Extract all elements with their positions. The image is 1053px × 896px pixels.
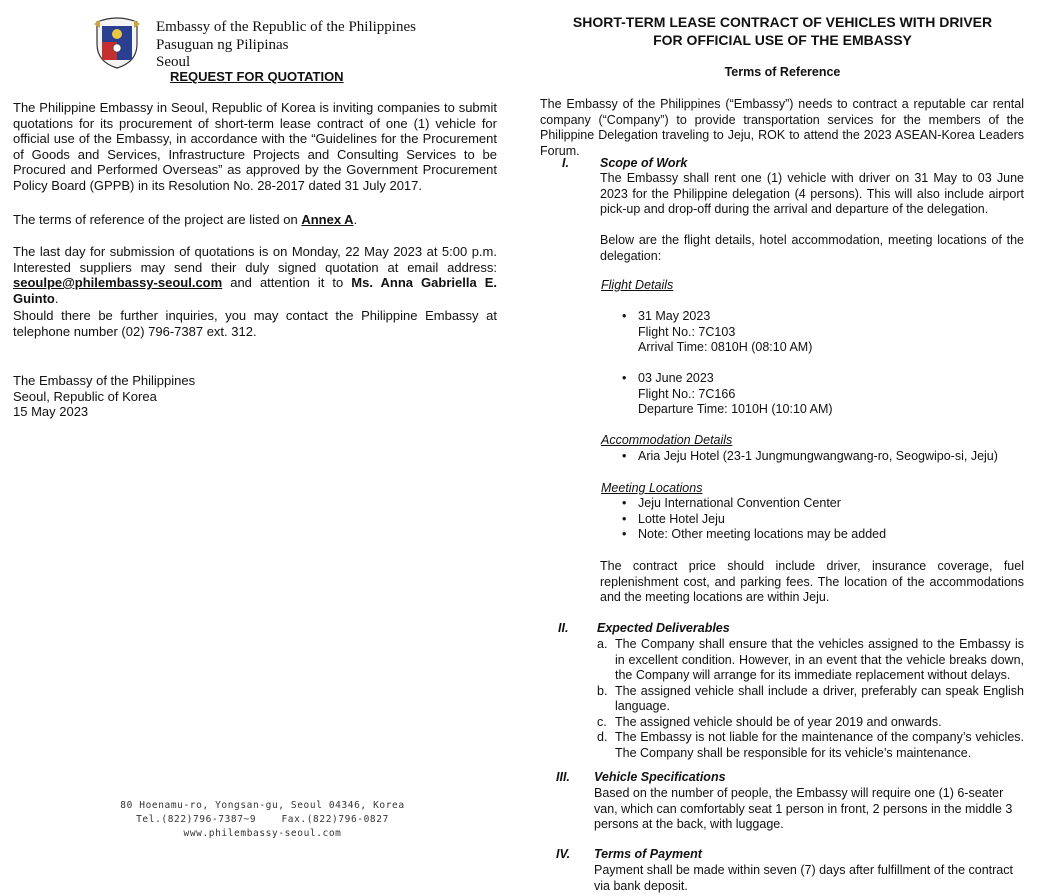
footer-address: 80 Hoenamu-ro, Yongsan-gu, Seoul 04346, Korea [120, 800, 405, 811]
letterhead-footer [110, 799, 415, 841]
deliverable-text: The assigned vehicle should be of year 2019 and onwards. [615, 714, 942, 729]
contact-name: Ms. Anna Gabriella E. Guinto [13, 275, 497, 306]
letterhead-filipino-name: Pasuguan ng Pilipinas [156, 37, 289, 53]
deliverable-letter: d. [597, 730, 608, 744]
tor-title-line2: FOR OFFICIAL USE OF THE EMBASSY [653, 32, 912, 48]
deliverable-text: The Embassy is not liable for the maintenance of the company’s vehicles. The Company shall be responsible for its vehicle’s maintenance. [615, 730, 1024, 760]
section-2-heading: Expected Deliverables [597, 621, 730, 635]
tor-title-line1: SHORT-TERM LEASE CONTRACT OF VEHICLES WITH DRIVER [572, 14, 993, 30]
deadline-paragraph [13, 244, 497, 306]
deliverables-list [597, 637, 1024, 761]
flight-2-number: Flight No.: 7C166 [638, 386, 736, 401]
section-1-number: I. [562, 156, 569, 170]
inquiry-paragraph: Should there be further inquiries, you may contact the Philippine Embassy at telephone number (02) 796-7387 ext. 312. [13, 308, 497, 339]
signature-date: 15 May 2023 [13, 404, 89, 419]
meeting-locations-list [620, 496, 1020, 543]
philippine-seal-logo [92, 14, 142, 69]
letterhead-embassy-name: Embassy of the Republic of the Philippines [156, 19, 416, 35]
signature-block [13, 373, 195, 420]
section-3-number: III. [556, 770, 570, 784]
terms-suffix: . [353, 212, 358, 227]
terms-paragraph [13, 212, 497, 228]
deliverable-item [597, 637, 1024, 684]
deliverable-text: The Company shall ensure that the vehicles assigned to the Embassy is in excellent condition. However, in an event that the vehicle breaks down, the Company will arrange for its immediate replacement without delays. [615, 637, 1024, 682]
section-1-heading: Scope of Work [600, 156, 688, 170]
deliverable-item [597, 730, 1024, 761]
signature-location: Seoul, Republic of Korea [13, 388, 157, 404]
terms-prefix: The terms of reference of the project are listed on [13, 212, 302, 227]
deadline-text: The last day for submission of quotations is on Monday, 22 May 2023 at 5:00 p.m. Interested suppliers may send their duly signed quotation at email address: [13, 244, 497, 275]
section-3-heading: Vehicle Specifications [594, 770, 726, 784]
flight-1-time: Arrival Time: 0810H (08:10 AM) [638, 340, 813, 354]
footer-website: www.philembassy-seoul.com [183, 828, 342, 839]
flight-1-date: • 31 May 2023 [638, 309, 711, 323]
deliverable-text: The assigned vehicle shall include a driver, preferably can speak English language. [615, 683, 1024, 713]
section-2-number: II. [558, 621, 569, 635]
section-4-heading: Terms of Payment [594, 847, 702, 861]
flight-2-date: • 03 June 2023 [638, 371, 714, 385]
section-4-number: IV. [556, 847, 571, 861]
accommodation-item: • Aria Jeju Hotel (23-1 Jungmungwangwang-ro, Seogwipo-si, Jeju) [620, 449, 1030, 465]
tor-title [540, 13, 1025, 49]
meeting-location-item: • Jeju International Convention Center [620, 496, 1020, 512]
meeting-location-item: • Note: Other meeting locations may be added [620, 527, 1020, 543]
meeting-location-item: • Lotte Hotel Jeju [620, 512, 1020, 528]
flight-1-number: Flight No.: 7C103 [638, 324, 736, 339]
flight-1-list [620, 309, 1020, 356]
rfq-intro-paragraph: The Philippine Embassy in Seoul, Republic of Korea is inviting companies to submit quotations for its procurement of short-term lease contract of one (1) vehicle for official use of the Embassy, in accordance with the “Guidelines for the Procurement of Goods and Services, Infrastructure Projects and Consulting Services to be Procured and Performed Overseas” as approved by the Government Procurement Policy Board (GPPB) in its Resolution No. 28-2017 dated 31 July 2017. [13, 100, 497, 193]
deliverable-letter: a. [597, 637, 608, 651]
flight-details-heading: Flight Details [601, 278, 674, 292]
flight-2-item [620, 371, 1020, 418]
deadline-end: . [54, 290, 59, 306]
contract-price-paragraph: The contract price should include driver, insurance coverage, fuel replenishment cost, and parking fees. The location of the accommodations and the meeting locations are within Jeju. [600, 559, 1024, 604]
document-title: REQUEST FOR QUOTATION [170, 69, 344, 84]
footer-phone: Tel.(822)796-7387~9 Fax.(822)796-0827 [136, 814, 389, 825]
section-1-scope-text: The Embassy shall rent one (1) vehicle with driver on 31 May to 03 June 2023 for the Philippine delegation (4 persons). This will also include airport pick-up and drop-off during the arrival and departure of the delegation. [600, 171, 1024, 216]
accommodation-heading: Accommodation Details [601, 433, 733, 447]
deliverable-letter: c. [597, 714, 607, 729]
flight-2-time: Departure Time: 1010H (10:10 AM) [638, 402, 833, 416]
deliverable-item [597, 684, 1024, 715]
signature-embassy: The Embassy of the Philippines [13, 373, 196, 388]
email-link[interactable]: seoulpe@philembassy-seoul.com [13, 275, 223, 290]
annex-a-link[interactable]: Annex A [301, 212, 354, 227]
tor-subtitle: Terms of Reference [724, 65, 841, 79]
terms-of-payment-text: Payment shall be made within seven (7) days after fulfillment of the contract via bank deposit. [594, 863, 1013, 893]
flight-2-list [620, 371, 1020, 418]
deliverable-item [597, 715, 1024, 731]
flight-1-item [620, 309, 1020, 356]
attention-text: and attention it to [222, 275, 352, 290]
letterhead-city: Seoul [156, 54, 191, 70]
meeting-locations-heading: Meeting Locations [601, 481, 703, 495]
deliverable-letter: b. [597, 683, 608, 698]
section-1-details-intro: Below are the flight details, hotel accommodation, meeting locations of the delegation: [600, 233, 1024, 263]
tor-intro-paragraph: The Embassy of the Philippines (“Embassy”) needs to contract a reputable car rental company (“Company”) to provide transportation services for the members of the Philippine Delegation traveling to Jeju, ROK to attend the 2023 ASEAN-Korea Leaders Forum. [540, 97, 1024, 158]
vehicle-specifications-text: Based on the number of people, the Embassy will require one (1) 6-seater van, which can comfortably seat 1 person in front, 2 persons in the middle 3 persons at the back, with luggage. [594, 786, 1013, 831]
accommodation-list [620, 449, 1030, 465]
